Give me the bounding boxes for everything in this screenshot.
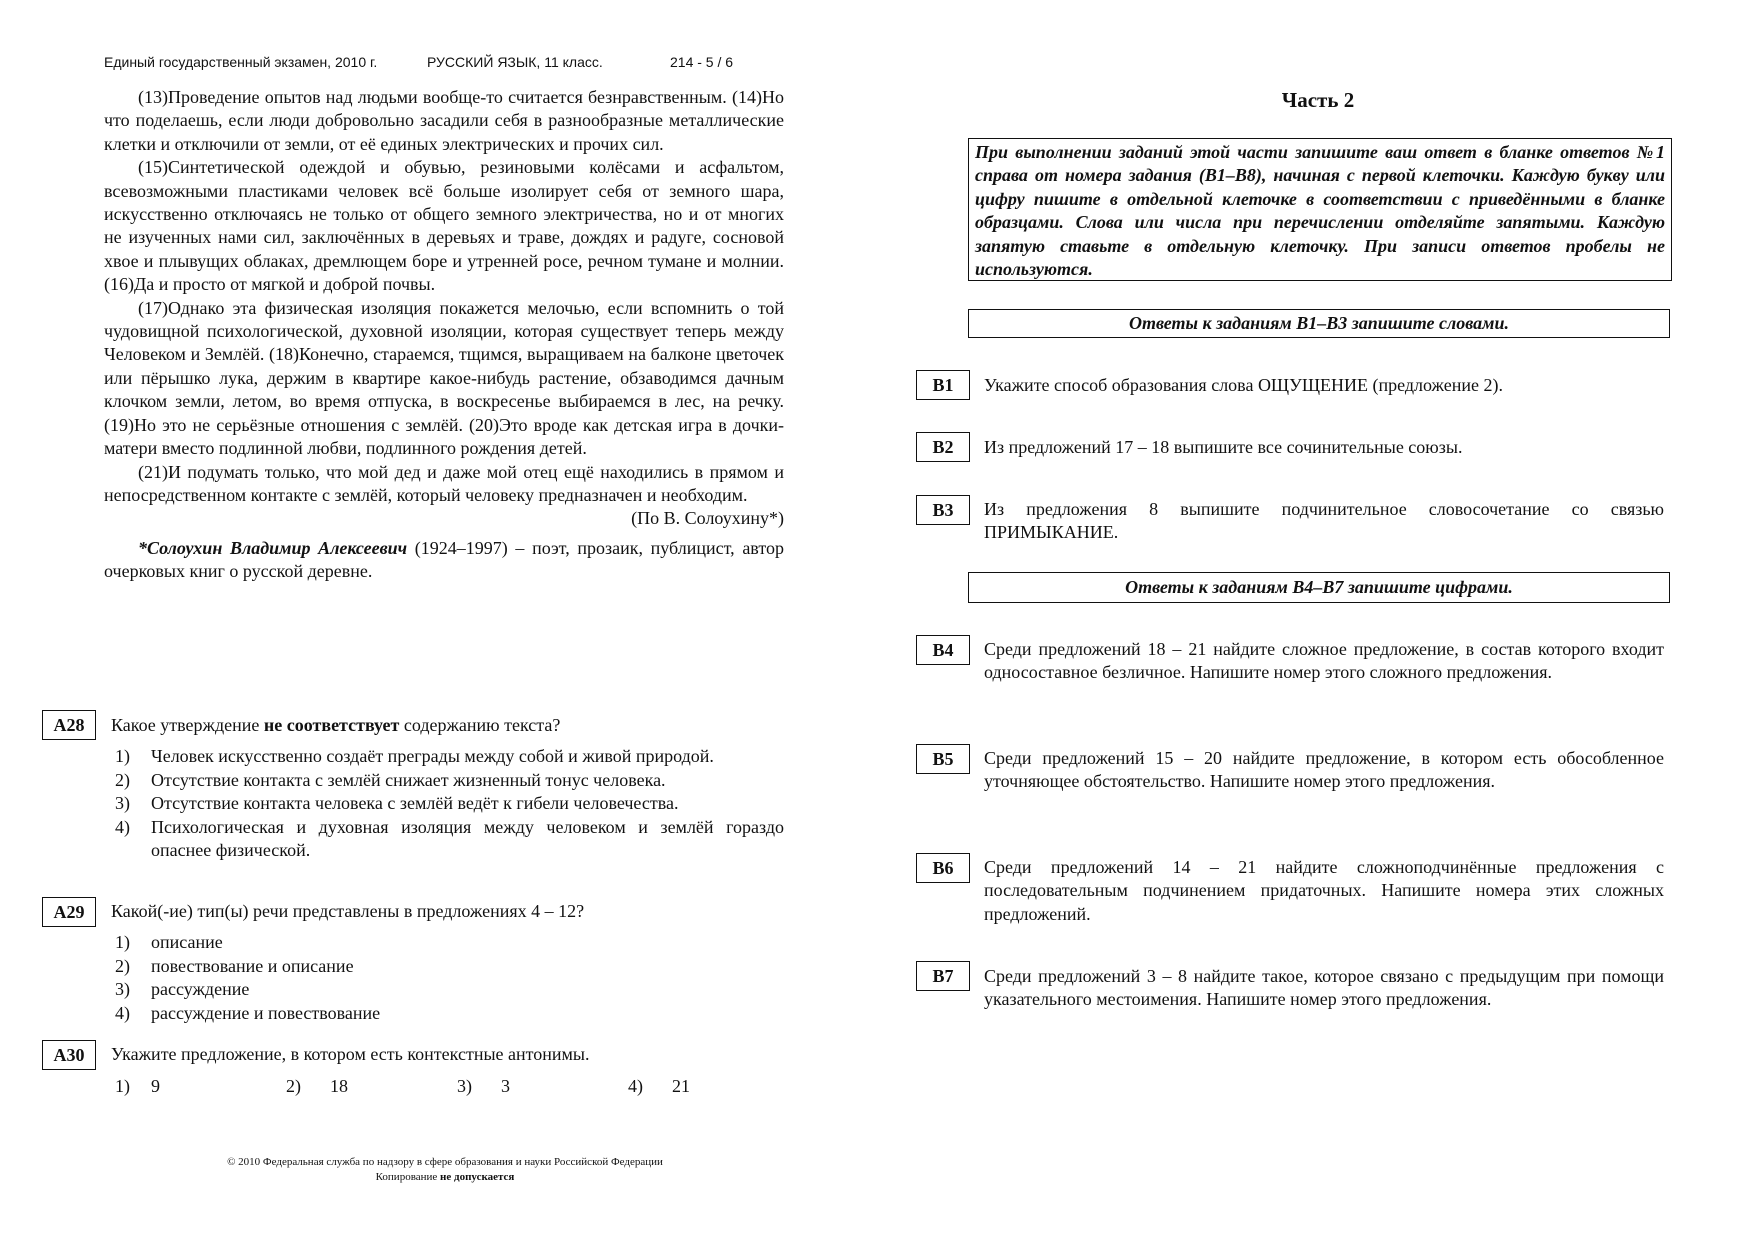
task-tag-b2: B2 [916,432,970,462]
author-note-text: (1924–1997) – поэт, прозаик, публицист, автор очерковых книг о русской деревне. [104,537,784,582]
task-tag-b6: B6 [916,853,970,883]
question-a28: Какое утверждение не соответствует содержанию текста? [111,715,561,735]
task-tag-b7: B7 [916,961,970,991]
option[interactable]: 4) рассуждение и повествование [115,1002,381,1023]
paragraph-21: (21)И подумать только, что мой дед и даже мой отец ещё находились в прямом и непосредственном контакте с землёй, который человеку предназначен и необходим. [104,461,784,505]
header-subject: РУССКИЙ ЯЗЫК, 11 класс. [427,54,603,70]
digits-note: Ответы к заданиям В4–В7 запишите цифрами. [968,572,1670,603]
footer-copyright: © 2010 Федеральная служба по надзору в сфере образования и науки Российской Федерации [227,1156,663,1168]
source: (По В. Солоухину*) [631,508,784,529]
option[interactable]: 2) повествование и описание [115,955,354,976]
author-note [104,537,784,584]
question-b6: Среди предложений 14 – 21 найдите сложноподчинённые предложения с последовательным подчинением придаточных. Напишите номера этих сложных предложений. [984,857,1664,924]
option[interactable]: 1) Человек искусственно создаёт преграды между собой и живой природой. [115,746,714,767]
task-tag-a30: A30 [42,1040,96,1070]
option[interactable]: 4) 21 [628,1076,690,1096]
task-tag-b4: B4 [916,635,970,665]
header-exam: Единый государственный экзамен, 2010 г. [104,54,378,70]
option[interactable]: 3) Отсутствие контакта человека с землёй ведёт к гибели человечества. [115,793,679,814]
question-b5: Среди предложений 15 – 20 найдите предложение, в котором есть обособленное уточняющее обстоятельство. Напишите номер этого предложения. [984,748,1664,792]
option[interactable]: 1) 9 [115,1076,160,1096]
task-tag-a28: A28 [42,710,96,740]
task-tag-b5: B5 [916,744,970,774]
part-title: Часть 2 [1281,88,1355,112]
task-tag-b1: B1 [916,370,970,400]
question-b1: Укажите способ образования слова ОЩУЩЕНИЕ (предложение 2). [984,375,1503,395]
paragraph-13: (13)Проведение опытов над людьми вообще-то считается безнравственным. (14)Но что поделаешь, если люди добровольно засадили себя в разнообразные металлические клетки и отключили от земли, от её единых электрических и прочих сил. [104,87,784,154]
option[interactable]: 3) рассуждение [115,979,250,1000]
header-page: 214 - 5 / 6 [670,54,734,70]
a30-options [115,1075,690,1098]
option[interactable]: 1) описание [115,932,223,953]
question-a29: Какой(-ие) тип(ы) речи представлены в предложениях 4 – 12? [111,901,585,921]
task-a29 [111,900,784,1025]
task-a28 [111,714,784,862]
question-b3: Из предложения 8 выпишите подчинительное словосочетание со связью ПРИМЫКАНИЕ. [984,499,1664,543]
option[interactable]: 2) Отсутствие контакта с землёй снижает жизненный тонус человека. [115,769,666,790]
footer [150,1155,740,1185]
question-b2: Из предложений 17 – 18 выпишите все сочинительные союзы. [984,437,1463,457]
paragraph-17: (17)Однако эта физическая изоляция покажется мелочью, если вспомнить о той чудовищной психологической, духовной изоляции, которая существует теперь между Человеком и Землёй. (18)Конечно, стараемся, тщимся, выращиваем на балконе цветочек или пёрышко лука, держим в квартире какое-нибудь растение, обзаводимся дачным клочком земли, летом, во время отпуска, в воскресенье выбираемся в лес, на речку. (19)Но это не серьёзные отношения с землёй. (20)Это вроде как детская игра в дочки-матери вместо подлинной любви, подлинного рождения детей. [104,297,784,459]
question-a30: Укажите предложение, в котором есть контекстные антонимы. [111,1044,590,1064]
question-b4: Среди предложений 18 – 21 найдите сложное предложение, в состав которого входит односоставное безличное. Напишите номер этого сложного предложения. [984,639,1664,683]
question-b7: Среди предложений 3 – 8 найдите такое, которое связано с предыдущим при помощи указательного местоимения. Напишите номер этого предложения. [984,966,1664,1010]
task-tag-a29: A29 [42,897,96,927]
paragraph-15: (15)Синтетической одеждой и обувью, резиновыми колёсами и асфальтом, всевозможными пластиками человек всё больше изолирует себя от земного шара, искусственно отключаясь не только от общего земного электричества, но и от многих не изученных нами сил, заключённых в деревьях и траве, дождях и радуге, сосновой хвое и плывущих облаках, дремлющем боре и утренней росе, речном тумане и молнии. (16)Да и просто от мягкой и доброй почвы. [104,157,784,295]
footer-copy-note: Копирование не допускается [375,1171,515,1183]
option[interactable]: 2) 18 [286,1076,348,1096]
option[interactable]: 3) 3 [457,1076,510,1096]
words-note: Ответы к заданиям В1–В3 запишите словами. [968,309,1670,338]
reading-text [104,86,784,584]
author-name: *Солоухин Владимир Алексеевич [138,537,408,558]
option[interactable]: 4) Психологическая и духовная изоляция между человеком и землёй гораздо опаснее физической. [115,816,784,861]
task-tag-b3: B3 [916,495,970,525]
instruction-box: При выполнении заданий этой части запишите ваш ответ в бланке ответов №1 справа от номера задания (В1–В8), начиная с первой клеточки. Каждую букву или цифру пишите в отдельной клеточке в соответствии с приведёнными в бланке образцами. Слова или числа при перечислении отделяйте запятыми. Каждую запятую ставьте в отдельную клеточку. При записи ответов пробелы не используются. [968,138,1672,281]
